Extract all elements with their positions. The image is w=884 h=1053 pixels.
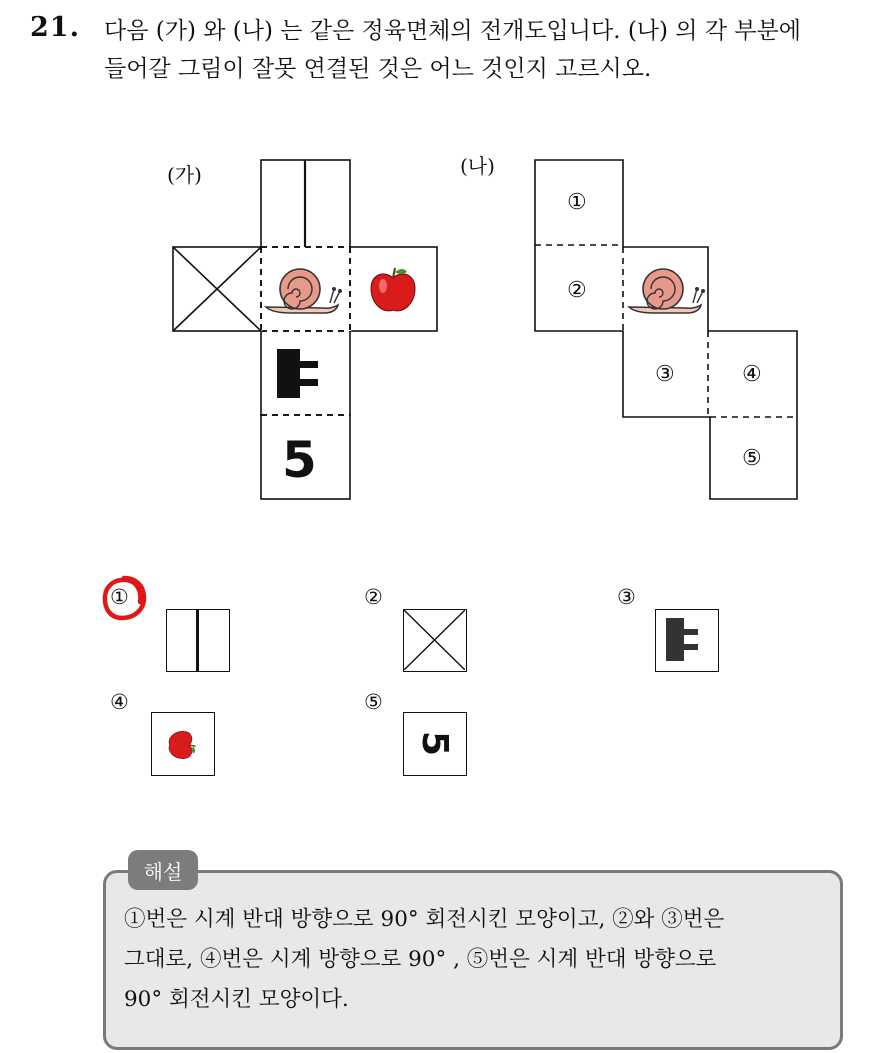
x-cross-icon: [404, 610, 465, 670]
question-line-1: 다음 (가) 와 (나) 는 같은 정육면체의 전개도입니다. (나) 의 각 부분에: [104, 18, 802, 44]
option-number: ①: [110, 585, 129, 609]
plug-shape-icon: [277, 349, 318, 398]
solution-line-3: 90° 회전시킨 모양이다.: [124, 987, 349, 1012]
solution-text: [124, 900, 834, 1020]
option-figure: [151, 712, 215, 776]
net-b-label: (나): [460, 154, 495, 178]
vertical-line-icon: [196, 610, 199, 671]
snail-icon: [629, 269, 705, 313]
plug-shape-icon: [656, 610, 717, 670]
option-figure: [403, 609, 467, 672]
net-b-marker-3: ③: [655, 362, 675, 387]
x-cross-icon: [173, 247, 261, 331]
option-number: ②: [364, 585, 383, 609]
net-b-marker-5: ⑤: [742, 446, 762, 471]
net-a-label: (가): [167, 163, 202, 187]
net-b-marker-2: ②: [567, 278, 587, 303]
net-b-marker-4: ④: [742, 362, 762, 387]
question-line-2: 들어갈 그림이 잘못 연결된 것은 어느 것인지 고르시오.: [104, 56, 652, 82]
apple-icon: [152, 713, 213, 774]
solution-line-1: ①번은 시계 반대 방향으로 90° 회전시킨 모양이고, ②와 ③번은: [124, 907, 725, 932]
option-figure: [655, 609, 719, 672]
option-number: ③: [617, 585, 636, 609]
solution-line-2: 그대로, ④번은 시계 방향으로 90° , ⑤번은 시계 반대 방향으로: [124, 947, 717, 972]
apple-icon: [371, 268, 415, 311]
option-figure: [403, 712, 467, 776]
net-b-marker-1: ①: [567, 190, 587, 215]
option-figure: [166, 609, 230, 672]
option-number: ⑤: [364, 690, 383, 714]
snail-icon: [266, 269, 342, 313]
five-text: 5: [282, 431, 317, 489]
option-number: ④: [110, 690, 129, 714]
question-number: 21.: [30, 12, 80, 43]
rotated-five-icon: 5: [414, 730, 455, 757]
solution-tag: 해설: [128, 850, 198, 890]
